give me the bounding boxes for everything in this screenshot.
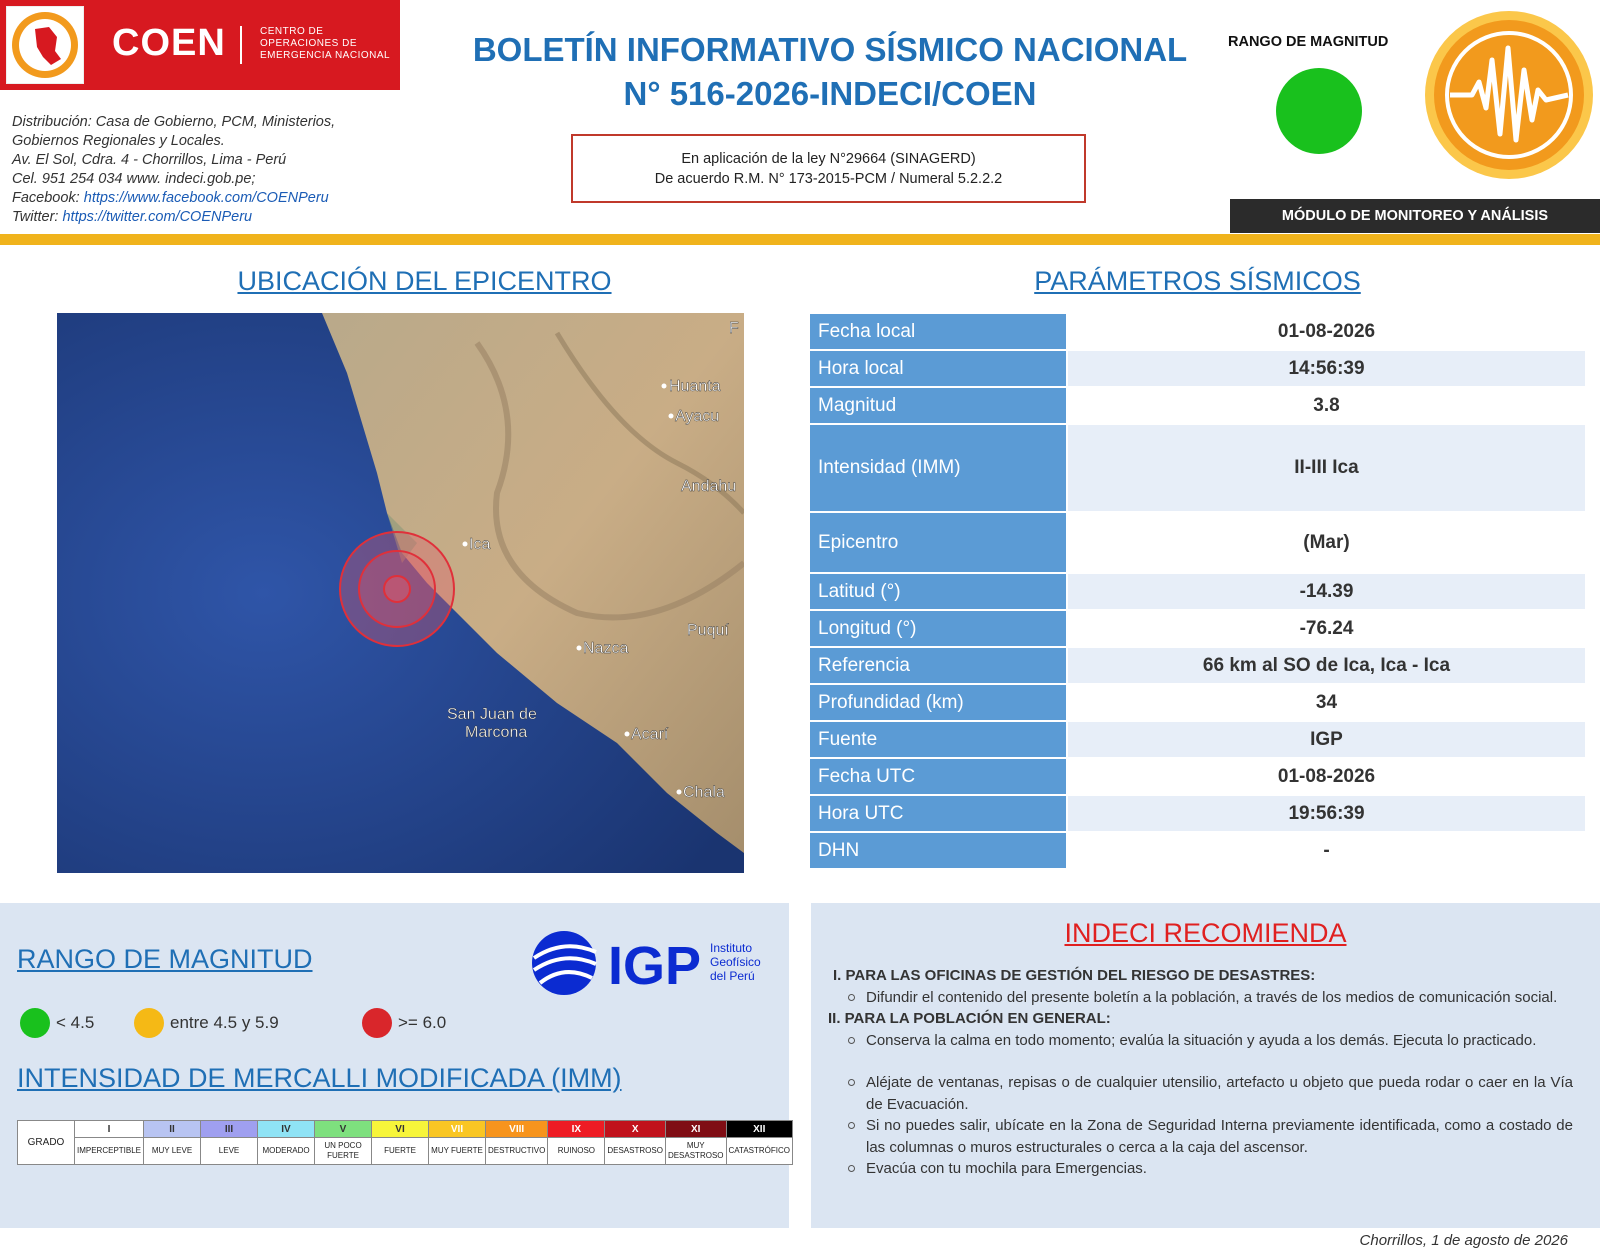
distribution-info [12,113,392,227]
law-reference-box [571,134,1086,203]
param-key: Hora UTC [810,796,1068,831]
igp-sub-line: Geofísico [710,955,761,969]
mercalli-desc: LEVE [201,1138,258,1165]
list-item: Si no puedes salir, ubícate en la Zona de Seguridad Interna previamente identificada, como a costado de las columnas o muros estructurales o cerca a la caja del ascensor. [846,1115,1573,1158]
param-value: 19:56:39 [1068,796,1585,831]
param-value: IGP [1068,722,1585,757]
table-row [810,513,1585,574]
param-key: Fecha UTC [810,759,1068,794]
distribution-line: Distribución: Casa de Gobierno, PCM, Ministerios, [12,114,336,130]
recommendations-body [828,965,1573,1180]
param-value: -76.24 [1068,611,1585,646]
peru-emblem-icon [6,6,84,84]
header-divider [0,234,1600,245]
table-row [810,648,1585,685]
range-title: RANGO DE MAGNITUD [1228,34,1389,50]
mercalli-level: V [315,1121,372,1138]
mercalli-desc: MUY FUERTE [429,1138,486,1165]
mercalli-level: VIII [486,1121,548,1138]
param-value: -14.39 [1068,574,1585,609]
legend-label: >= 6.0 [398,1013,447,1032]
param-key: Profundidad (km) [810,685,1068,720]
map-label-ayacucho: Ayacu [675,408,720,425]
facebook-label: Facebook: [12,190,84,206]
mercalli-desc: FUERTE [372,1138,429,1165]
section-heading: II. PARA LA POBLACIÓN EN GENERAL: [828,1010,1111,1027]
mercalli-level: IV [258,1121,315,1138]
logo-separator [240,26,242,64]
bulletin-title [450,28,1210,116]
param-value: 66 km al SO de Ica, Ica - Ica [1068,648,1585,683]
section1-list [828,987,1573,1009]
section-heading: I. PARA LAS OFICINAS DE GESTIÓN DEL RIESGO DE DESASTRES: [833,967,1316,984]
table-row [810,351,1585,388]
coen-logo-subtitle [260,26,390,62]
param-value: 3.8 [1068,388,1585,423]
mercalli-desc: UN POCO FUERTE [315,1138,372,1165]
param-key: Magnitud [810,388,1068,423]
magnitude-range-indicator [1276,68,1362,154]
mercalli-level: VII [429,1121,486,1138]
twitter-label: Twitter: [12,209,63,225]
footer-date: Chorrillos, 1 de agosto de 2026 [1359,1232,1568,1249]
param-value: 14:56:39 [1068,351,1585,386]
distribution-line: Av. El Sol, Cdra. 4 - Chorrillos, Lima - Perú [12,152,287,168]
map-label-ica: Ica [469,536,491,553]
list-item: Conserva la calma en todo momento; evalúa la situación y ayuda a los demás. Ejecuta lo practicado. [846,1030,1573,1052]
table-row [810,685,1585,722]
mercalli-desc: DESASTROSO [605,1138,666,1165]
yellow-dot-icon [134,1008,164,1038]
params-title: PARÁMETROS SÍSMICOS [1034,266,1361,296]
coen-logo [0,0,400,90]
mercalli-title: INTENSIDAD DE MERCALLI MODIFICADA (IMM) [17,1063,622,1093]
seismograph-icon [1424,10,1594,180]
igp-logo-text: IGP [608,936,702,996]
green-dot-icon [20,1008,50,1038]
mercalli-desc: IMPERCEPTIBLE [75,1138,144,1165]
mercalli-desc: MUY LEVE [144,1138,201,1165]
law-line: En aplicación de la ley N°29664 (SINAGERD) [681,151,976,167]
map-label-nazca: Nazca [583,640,629,657]
list-item: Evacúa con tu mochila para Emergencias. [846,1158,1573,1180]
red-dot-icon [362,1008,392,1038]
param-key: Latitud (°) [810,574,1068,609]
distribution-line: Cel. 951 254 034 www. indeci.gob.pe; [12,171,256,187]
map-label-marcona: Marcona [465,724,528,741]
logo-sub-line: OPERACIONES DE [260,38,358,49]
table-row [810,388,1585,425]
section2-list [828,1030,1573,1180]
param-key: Referencia [810,648,1068,683]
table-row [810,314,1585,351]
map-label-chala: Chala [683,784,725,801]
param-key: Fuente [810,722,1068,757]
table-row [810,833,1585,870]
mercalli-level: VI [372,1121,429,1138]
mercalli-level: XI [665,1121,726,1138]
distribution-line: Gobiernos Regionales y Locales. [12,133,225,149]
param-key: Intensidad (IMM) [810,425,1068,511]
table-row [810,425,1585,513]
mercalli-level: IX [548,1121,605,1138]
mercalli-level: III [201,1121,258,1138]
table-row [810,574,1585,611]
twitter-line [12,208,392,227]
list-item: Difundir el contenido del presente boletín a la población, a través de los medios de comunicación social. [846,987,1573,1009]
param-value: 34 [1068,685,1585,720]
param-value: 01-08-2026 [1068,314,1585,349]
param-value: - [1068,833,1585,868]
param-key: DHN [810,833,1068,868]
igp-sub-line: Instituto [710,941,753,955]
epicenter-map[interactable] [57,313,744,873]
mercalli-level: XII [726,1121,792,1138]
logo-sub-line: CENTRO DE [260,26,324,37]
logo-sub-line: EMERGENCIA NACIONAL [260,50,391,61]
facebook-link[interactable]: https://www.facebook.com/COENPeru [83,190,329,206]
mercalli-desc: RUINOSO [548,1138,605,1165]
facebook-line [12,189,392,208]
table-row [810,796,1585,833]
map-label-acari: Acarí [631,726,669,743]
mercalli-desc: MODERADO [258,1138,315,1165]
legend-item-medium [134,1008,279,1038]
param-key: Fecha local [810,314,1068,349]
bulletin-title-line1: BOLETÍN INFORMATIVO SÍSMICO NACIONAL [472,31,1188,68]
module-bar: MÓDULO DE MONITOREO Y ANÁLISIS [1230,199,1600,233]
igp-sub-line: del Perú [710,969,755,983]
param-value: II-III Ica [1068,425,1585,511]
map-label-san-juan: San Juan de [447,706,537,723]
grado-label: GRADO [18,1121,75,1165]
map-label-huanta: Huanta [669,378,721,395]
mercalli-desc: MUY DESASTROSO [665,1138,726,1165]
map-label-puquio: Puquí [687,622,729,639]
law-line: De acuerdo R.M. N° 173-2015-PCM / Numeral 5.2.2.2 [654,171,1003,187]
params-table [810,314,1585,870]
map-label-edge: F [729,320,739,337]
mercalli-table [17,1120,793,1165]
mercalli-level: II [144,1121,201,1138]
epicenter-title: UBICACIÓN DEL EPICENTRO [237,266,612,296]
coen-logo-text: COEN [112,22,226,64]
igp-logo [530,928,770,998]
list-item: Aléjate de ventanas, repisas o de cualquier utensilio, artefacto u objeto que pueda rodar o caer en la Vía de Evacuación. [846,1072,1573,1115]
magnitude-range-title: RANGO DE MAGNITUD [17,944,313,974]
table-row [810,611,1585,648]
mercalli-desc: CATASTRÓFICO [726,1138,792,1165]
legend-item-high [362,1008,446,1038]
param-key: Longitud (°) [810,611,1068,646]
table-row [810,759,1585,796]
recommendations-title: INDECI RECOMIENDA [1064,918,1347,948]
mercalli-level: I [75,1121,144,1138]
param-value: (Mar) [1068,513,1585,572]
legend-label: < 4.5 [56,1013,95,1032]
legend-item-low [20,1008,94,1038]
param-key: Epicentro [810,513,1068,572]
param-key: Hora local [810,351,1068,386]
param-value: 01-08-2026 [1068,759,1585,794]
mercalli-desc: DESTRUCTIVO [486,1138,548,1165]
twitter-link[interactable]: https://twitter.com/COENPeru [62,209,253,225]
map-label-andahuaylas: Andahu [681,478,737,495]
mercalli-level: X [605,1121,666,1138]
bulletin-number: N° 516-2026-INDECI/COEN [623,75,1037,112]
legend-label: entre 4.5 y 5.9 [170,1013,279,1032]
table-row [810,722,1585,759]
